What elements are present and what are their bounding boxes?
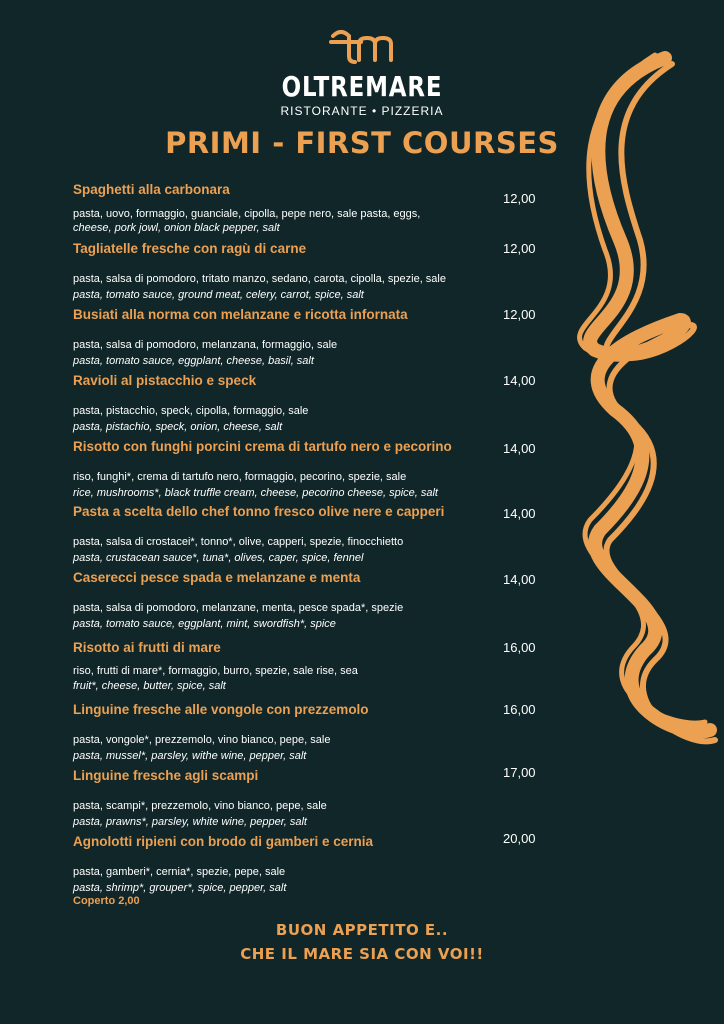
brand-subtitle: RISTORANTE • PIZZERIA	[280, 104, 444, 118]
decorative-swirl-icon	[560, 50, 724, 770]
closing-line-1: BUON APPETITO E..	[275, 921, 449, 939]
ingredients-it: pasta, salsa di crostacei*, tonno*, olive, capperi, spezie, finocchietto	[73, 536, 404, 548]
cover-charge: Coperto 2,00	[73, 895, 140, 907]
ingredients-it: pasta, pistacchio, speck, cipolla, formaggio, sale	[73, 405, 309, 417]
oltremare-logo-icon	[327, 26, 397, 66]
dish-name: Tagliatelle fresche con ragù di carne	[73, 241, 307, 256]
dish-name: Busiati alla norma con melanzane e ricotta infornata	[73, 307, 408, 322]
dish-price: 16,00	[503, 702, 536, 717]
dish-name: Caserecci pesce spada e melanzane e menta	[73, 570, 361, 585]
ingredients-en: pasta, tomato sauce, eggplant, mint, swordfish*, spice	[73, 618, 336, 630]
dish-name: Risotto ai frutti di mare	[73, 640, 221, 655]
ingredients-en: fruit*, cheese, butter, spice, salt	[73, 680, 226, 692]
ingredients-it: riso, funghi*, crema di tartufo nero, formaggio, pecorino, spezie, sale	[73, 471, 407, 483]
ingredients-en: pasta, tomato sauce, ground meat, celery, carrot, spice, salt	[73, 289, 364, 301]
closing-line-2: CHE IL MARE SIA CON VOI!!	[240, 945, 484, 963]
ingredients-en: pasta, prawns*, parsley, white wine, pepper, salt	[73, 816, 307, 828]
dish-name: Linguine fresche alle vongole con prezzemolo	[73, 702, 369, 717]
ingredients-it: pasta, vongole*, prezzemolo, vino bianco, pepe, sale	[73, 734, 331, 746]
dish-price: 14,00	[503, 441, 536, 456]
dish-price: 14,00	[503, 506, 536, 521]
ingredients-en: pasta, tomato sauce, eggplant, cheese, basil, salt	[73, 355, 314, 367]
dish-price: 14,00	[503, 373, 536, 388]
dish-price: 12,00	[503, 191, 536, 206]
dish-price: 12,00	[503, 307, 536, 322]
page-title: PRIMI - FIRST COURSES	[165, 126, 559, 160]
dish-price: 17,00	[503, 765, 536, 780]
dish-name: Agnolotti ripieni con brodo di gamberi e cernia	[73, 834, 374, 849]
brand-name: OLTREMARE	[281, 70, 443, 103]
ingredients-it: riso, frutti di mare*, formaggio, burro, spezie, sale rise, sea	[73, 665, 358, 677]
ingredients-en: rice, mushrooms*, black truffle cream, cheese, pecorino cheese, spice, salt	[73, 487, 438, 499]
dish-price: 16,00	[503, 640, 536, 655]
dish-name: Ravioli al pistacchio e speck	[73, 373, 257, 388]
ingredients-en: pasta, crustacean sauce*, tuna*, olives, caper, spice, fennel	[73, 552, 364, 564]
ingredients-en: cheese, pork jowl, onion black pepper, salt	[73, 222, 280, 234]
ingredients-it: pasta, gamberi*, cernia*, spezie, pepe, sale	[73, 866, 286, 878]
dish-price: 12,00	[503, 241, 536, 256]
ingredients-en: pasta, pistachio, speck, onion, cheese, salt	[73, 421, 283, 433]
dish-name: Pasta a scelta dello chef tonno fresco olive nere e capperi	[73, 504, 445, 519]
dish-price: 20,00	[503, 831, 536, 846]
ingredients-it: pasta, scampi*, prezzemolo, vino bianco, pepe, sale	[73, 800, 327, 812]
ingredients-it: pasta, uovo, formaggio, guanciale, cipolla, pepe nero, sale pasta, eggs,	[73, 208, 421, 220]
dish-name: Risotto con funghi porcini crema di tartufo nero e pecorino	[73, 439, 452, 454]
ingredients-en: pasta, mussel*, parsley, withe wine, pepper, salt	[73, 750, 307, 762]
dish-name: Spaghetti alla carbonara	[73, 182, 230, 197]
ingredients-en: pasta, shrimp*, grouper*, spice, pepper, salt	[73, 882, 287, 894]
dish-name: Linguine fresche agli scampi	[73, 768, 259, 783]
ingredients-it: pasta, salsa di pomodoro, melanzana, formaggio, sale	[73, 339, 338, 351]
ingredients-it: pasta, salsa di pomodoro, melanzane, menta, pesce spada*, spezie	[73, 602, 404, 614]
dish-price: 14,00	[503, 572, 536, 587]
ingredients-it: pasta, salsa di pomodoro, tritato manzo, sedano, carota, cipolla, spezie, sale	[73, 273, 446, 285]
